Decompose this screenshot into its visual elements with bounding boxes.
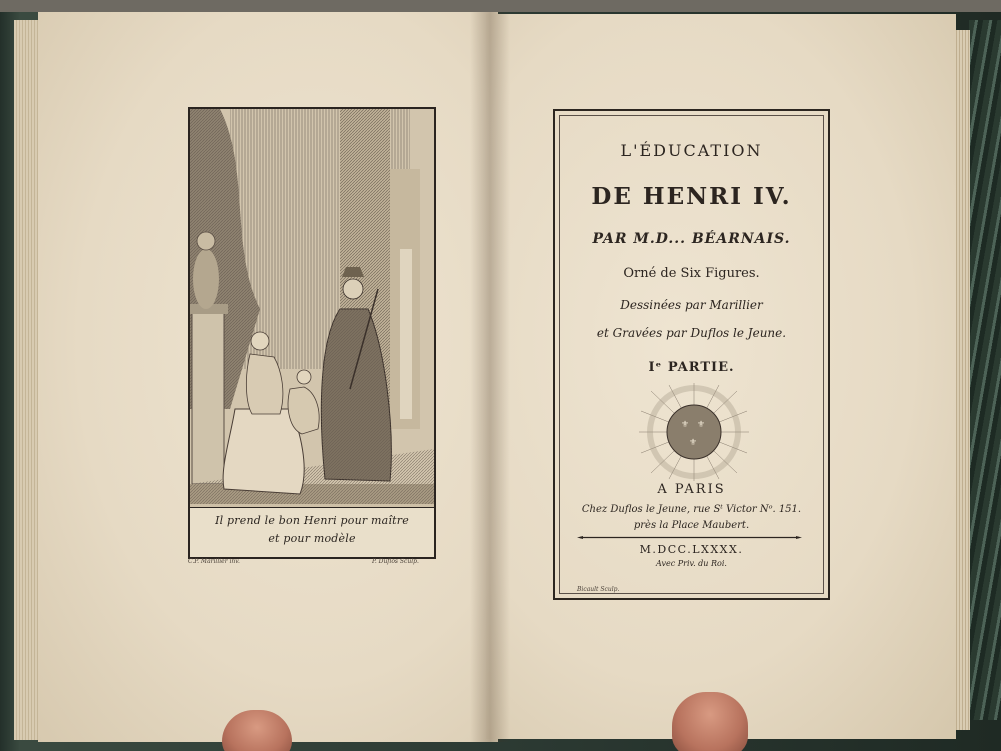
arrow-rule bbox=[577, 536, 802, 539]
title-engraver-signature: Bicault Sculp. bbox=[577, 586, 620, 593]
publisher-line-1: Chez Duflos le Jeune, rue Sᵗ Victor Nᵒ. 151. bbox=[581, 504, 802, 515]
caption-line-1: Il prend le bon Henri pour maître bbox=[215, 514, 409, 527]
publisher-line-2: près la Place Maubert. bbox=[633, 520, 750, 531]
engraving-caption bbox=[190, 507, 434, 558]
left-page-edges bbox=[14, 20, 40, 740]
designer-credit: C.P. Marillier inv. bbox=[188, 558, 240, 565]
place-line: A PARIS bbox=[657, 482, 726, 497]
author-line: PAR M.D... BÉARNAIS. bbox=[592, 231, 791, 247]
date-line: M.DCC.LXXXX. bbox=[639, 543, 744, 556]
title-page-frame bbox=[553, 109, 830, 600]
title-line-1: L'ÉDUCATION bbox=[620, 141, 763, 160]
engraver-line: et Gravées par Duflos le Jeune. bbox=[596, 326, 787, 340]
designer-line: Dessinées par Marillier bbox=[620, 298, 763, 312]
engraver-credit: P. Duflos Sculp. bbox=[372, 558, 419, 565]
engraving-scene bbox=[190, 109, 434, 504]
sun-vignette-icon bbox=[639, 383, 749, 481]
svg-text:⚜: ⚜ bbox=[697, 420, 706, 430]
frontispiece-engraving bbox=[188, 107, 436, 559]
caption-line-2: et pour modèle bbox=[268, 532, 356, 545]
marbled-cover-edge bbox=[969, 20, 1001, 720]
right-thumb bbox=[672, 692, 748, 751]
svg-text:⚜: ⚜ bbox=[681, 420, 690, 430]
privilege-line: Avec Priv. du Roi. bbox=[656, 559, 727, 568]
illustrations-line: Orné de Six Figures. bbox=[623, 266, 760, 281]
title-line-2: DE HENRI IV. bbox=[591, 183, 792, 210]
part-line: Iᵉ PARTIE. bbox=[648, 360, 735, 375]
book-gutter bbox=[470, 12, 510, 742]
svg-text:⚜: ⚜ bbox=[689, 438, 698, 448]
